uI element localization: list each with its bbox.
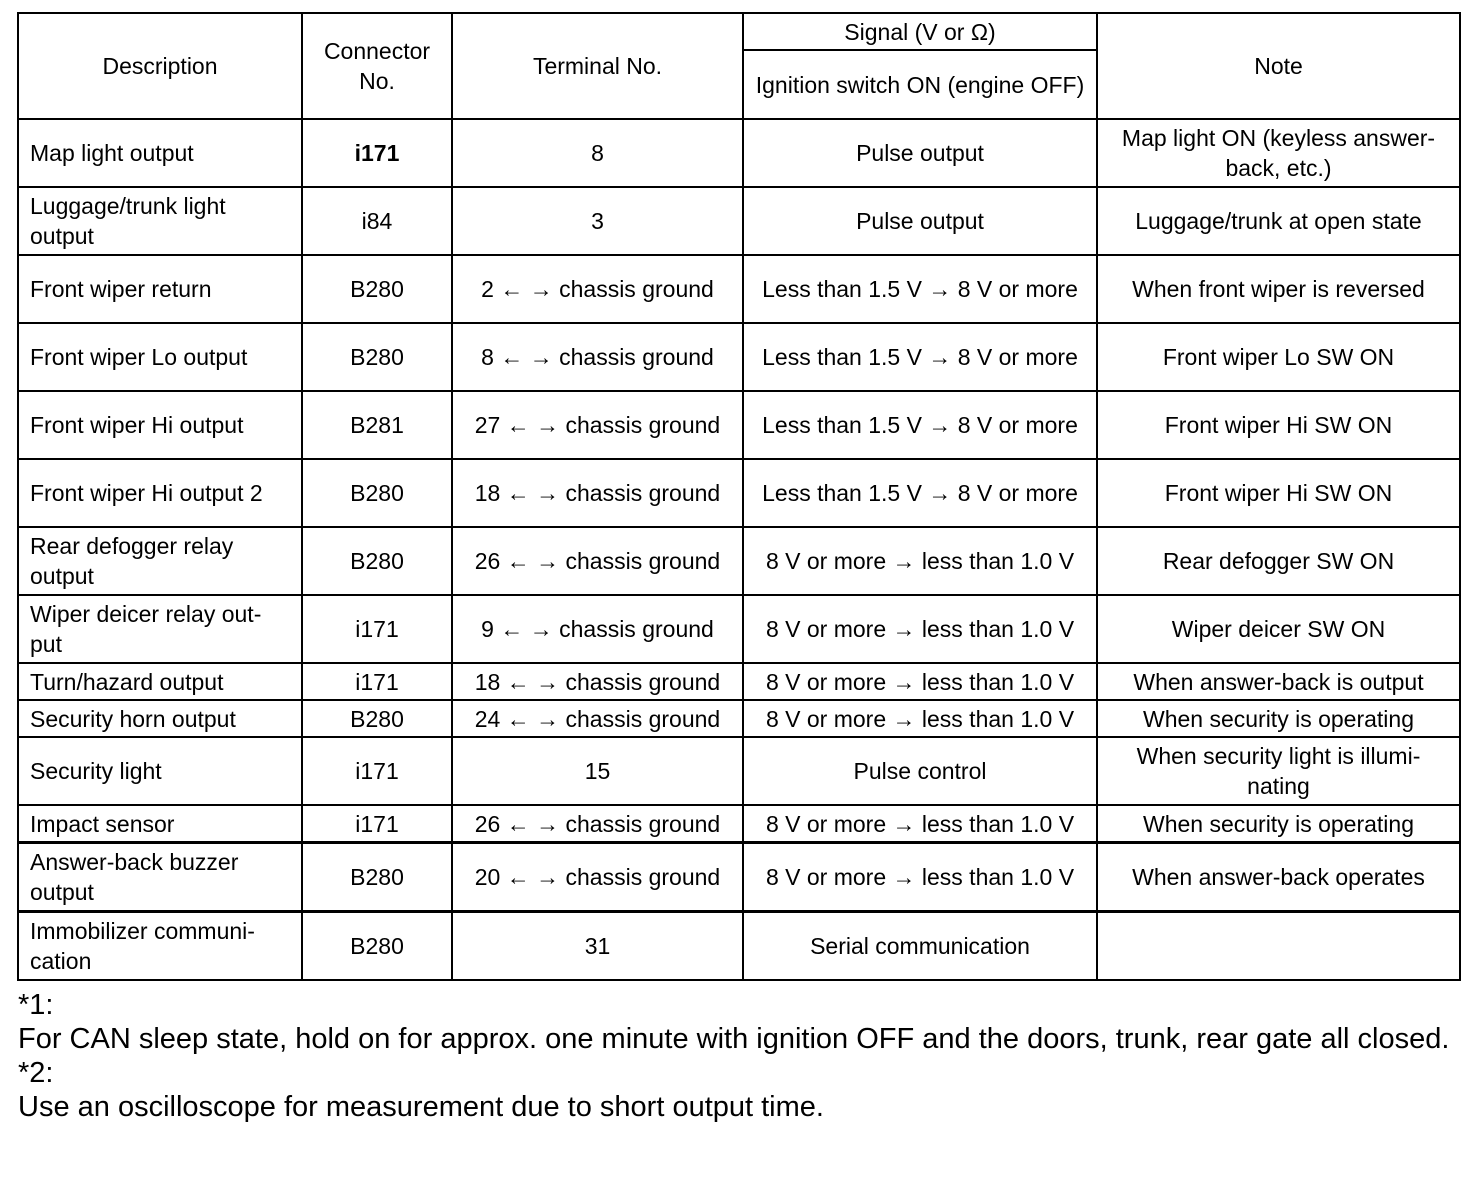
table-row xyxy=(18,805,1460,843)
table-row xyxy=(18,700,1460,737)
cell-note: Luggage/trunk at open state xyxy=(1097,187,1460,255)
footnote-marker: *1: xyxy=(18,989,54,1021)
table-row xyxy=(18,119,1460,187)
header-note: Note xyxy=(1097,13,1460,119)
cell-terminal: 24 ← → chassis ground xyxy=(452,700,743,737)
cell-connector: i171 xyxy=(302,663,452,700)
cell-description: Front wiper Hi output xyxy=(18,391,302,459)
cell-note: When security is operating xyxy=(1097,805,1460,843)
cell-description: Front wiper Lo output xyxy=(18,323,302,391)
cell-note: Rear defogger SW ON xyxy=(1097,527,1460,595)
cell-terminal: 27 ← → chassis ground xyxy=(452,391,743,459)
cell-connector: i171 xyxy=(302,737,452,805)
cell-description: Immobilizer communi-cation xyxy=(18,912,302,981)
cell-note: Wiper deicer SW ON xyxy=(1097,595,1460,663)
table-row xyxy=(18,255,1460,323)
cell-terminal: 20 ← → chassis ground xyxy=(452,843,743,912)
cell-signal: 8 V or more → less than 1.0 V xyxy=(743,663,1097,700)
table-row xyxy=(18,459,1460,527)
table-row xyxy=(18,187,1460,255)
cell-signal: 8 V or more → less than 1.0 V xyxy=(743,527,1097,595)
cell-connector: B280 xyxy=(302,527,452,595)
table-row xyxy=(18,912,1460,981)
cell-connector: B281 xyxy=(302,391,452,459)
cell-terminal: 18 ← → chassis ground xyxy=(452,663,743,700)
cell-connector: i84 xyxy=(302,187,452,255)
cell-terminal: 9 ← → chassis ground xyxy=(452,595,743,663)
header-signal: Signal (V or Ω) xyxy=(743,13,1097,50)
table-row xyxy=(18,323,1460,391)
cell-note: Front wiper Lo SW ON xyxy=(1097,323,1460,391)
cell-description: Front wiper return xyxy=(18,255,302,323)
table-row xyxy=(18,527,1460,595)
cell-note: When answer-back operates xyxy=(1097,843,1460,912)
footnotes xyxy=(18,988,1460,1124)
cell-description: Rear defogger relay output xyxy=(18,527,302,595)
cell-connector: B280 xyxy=(302,843,452,912)
table-row xyxy=(18,737,1460,805)
cell-terminal: 8 ← → chassis ground xyxy=(452,323,743,391)
cell-terminal: 26 ← → chassis ground xyxy=(452,527,743,595)
cell-connector: B280 xyxy=(302,255,452,323)
footnote-marker: *2: xyxy=(18,1057,54,1089)
cell-note: When front wiper is reversed xyxy=(1097,255,1460,323)
cell-terminal: 18 ← → chassis ground xyxy=(452,459,743,527)
cell-note: Front wiper Hi SW ON xyxy=(1097,459,1460,527)
header-connector: Connector No. xyxy=(302,13,452,119)
footnote-text: Use an oscilloscope for measurement due to short output time. xyxy=(18,1091,824,1123)
cell-signal: 8 V or more → less than 1.0 V xyxy=(743,700,1097,737)
cell-note: Front wiper Hi SW ON xyxy=(1097,391,1460,459)
cell-note xyxy=(1097,912,1460,981)
cell-note: Map light ON (keyless answer-back, etc.) xyxy=(1097,119,1460,187)
cell-description: Turn/hazard output xyxy=(18,663,302,700)
cell-description: Map light output xyxy=(18,119,302,187)
cell-terminal: 15 xyxy=(452,737,743,805)
cell-description: Front wiper Hi output 2 xyxy=(18,459,302,527)
cell-terminal: 31 xyxy=(452,912,743,981)
cell-description: Security horn output xyxy=(18,700,302,737)
cell-connector: i171 xyxy=(302,119,452,187)
cell-terminal: 26 ← → chassis ground xyxy=(452,805,743,843)
cell-signal: 8 V or more → less than 1.0 V xyxy=(743,595,1097,663)
cell-connector: B280 xyxy=(302,912,452,981)
cell-signal: Pulse control xyxy=(743,737,1097,805)
cell-signal: Less than 1.5 V → 8 V or more xyxy=(743,323,1097,391)
cell-connector: B280 xyxy=(302,323,452,391)
cell-terminal: 3 xyxy=(452,187,743,255)
terminal-spec-table xyxy=(17,12,1461,981)
header-description: Description xyxy=(18,13,302,119)
table-row xyxy=(18,595,1460,663)
cell-description: Answer-back buzzer output xyxy=(18,843,302,912)
cell-connector: i171 xyxy=(302,805,452,843)
table-row xyxy=(18,663,1460,700)
cell-signal: 8 V or more → less than 1.0 V xyxy=(743,843,1097,912)
cell-signal: Pulse output xyxy=(743,187,1097,255)
cell-note: When answer-back is output xyxy=(1097,663,1460,700)
cell-note: When security is operating xyxy=(1097,700,1460,737)
cell-signal: Less than 1.5 V → 8 V or more xyxy=(743,391,1097,459)
cell-signal: 8 V or more → less than 1.0 V xyxy=(743,805,1097,843)
cell-description: Luggage/trunk light output xyxy=(18,187,302,255)
cell-note: When security light is illumi-nating xyxy=(1097,737,1460,805)
cell-description: Impact sensor xyxy=(18,805,302,843)
cell-connector: B280 xyxy=(302,459,452,527)
footnote-text: For CAN sleep state, hold on for approx. one minute with ignition OFF and the doors, trunk, rear gate all closed. xyxy=(18,1023,1450,1055)
cell-signal: Less than 1.5 V → 8 V or more xyxy=(743,255,1097,323)
cell-terminal: 8 xyxy=(452,119,743,187)
cell-signal: Serial communication xyxy=(743,912,1097,981)
header-terminal: Terminal No. xyxy=(452,13,743,119)
cell-terminal: 2 ← → chassis ground xyxy=(452,255,743,323)
cell-signal: Pulse output xyxy=(743,119,1097,187)
cell-signal: Less than 1.5 V → 8 V or more xyxy=(743,459,1097,527)
header-signal-condition: Ignition switch ON (engine OFF) xyxy=(743,50,1097,119)
cell-connector: i171 xyxy=(302,595,452,663)
cell-description: Wiper deicer relay out-put xyxy=(18,595,302,663)
cell-description: Security light xyxy=(18,737,302,805)
table-row xyxy=(18,391,1460,459)
table-row xyxy=(18,843,1460,912)
cell-connector: B280 xyxy=(302,700,452,737)
